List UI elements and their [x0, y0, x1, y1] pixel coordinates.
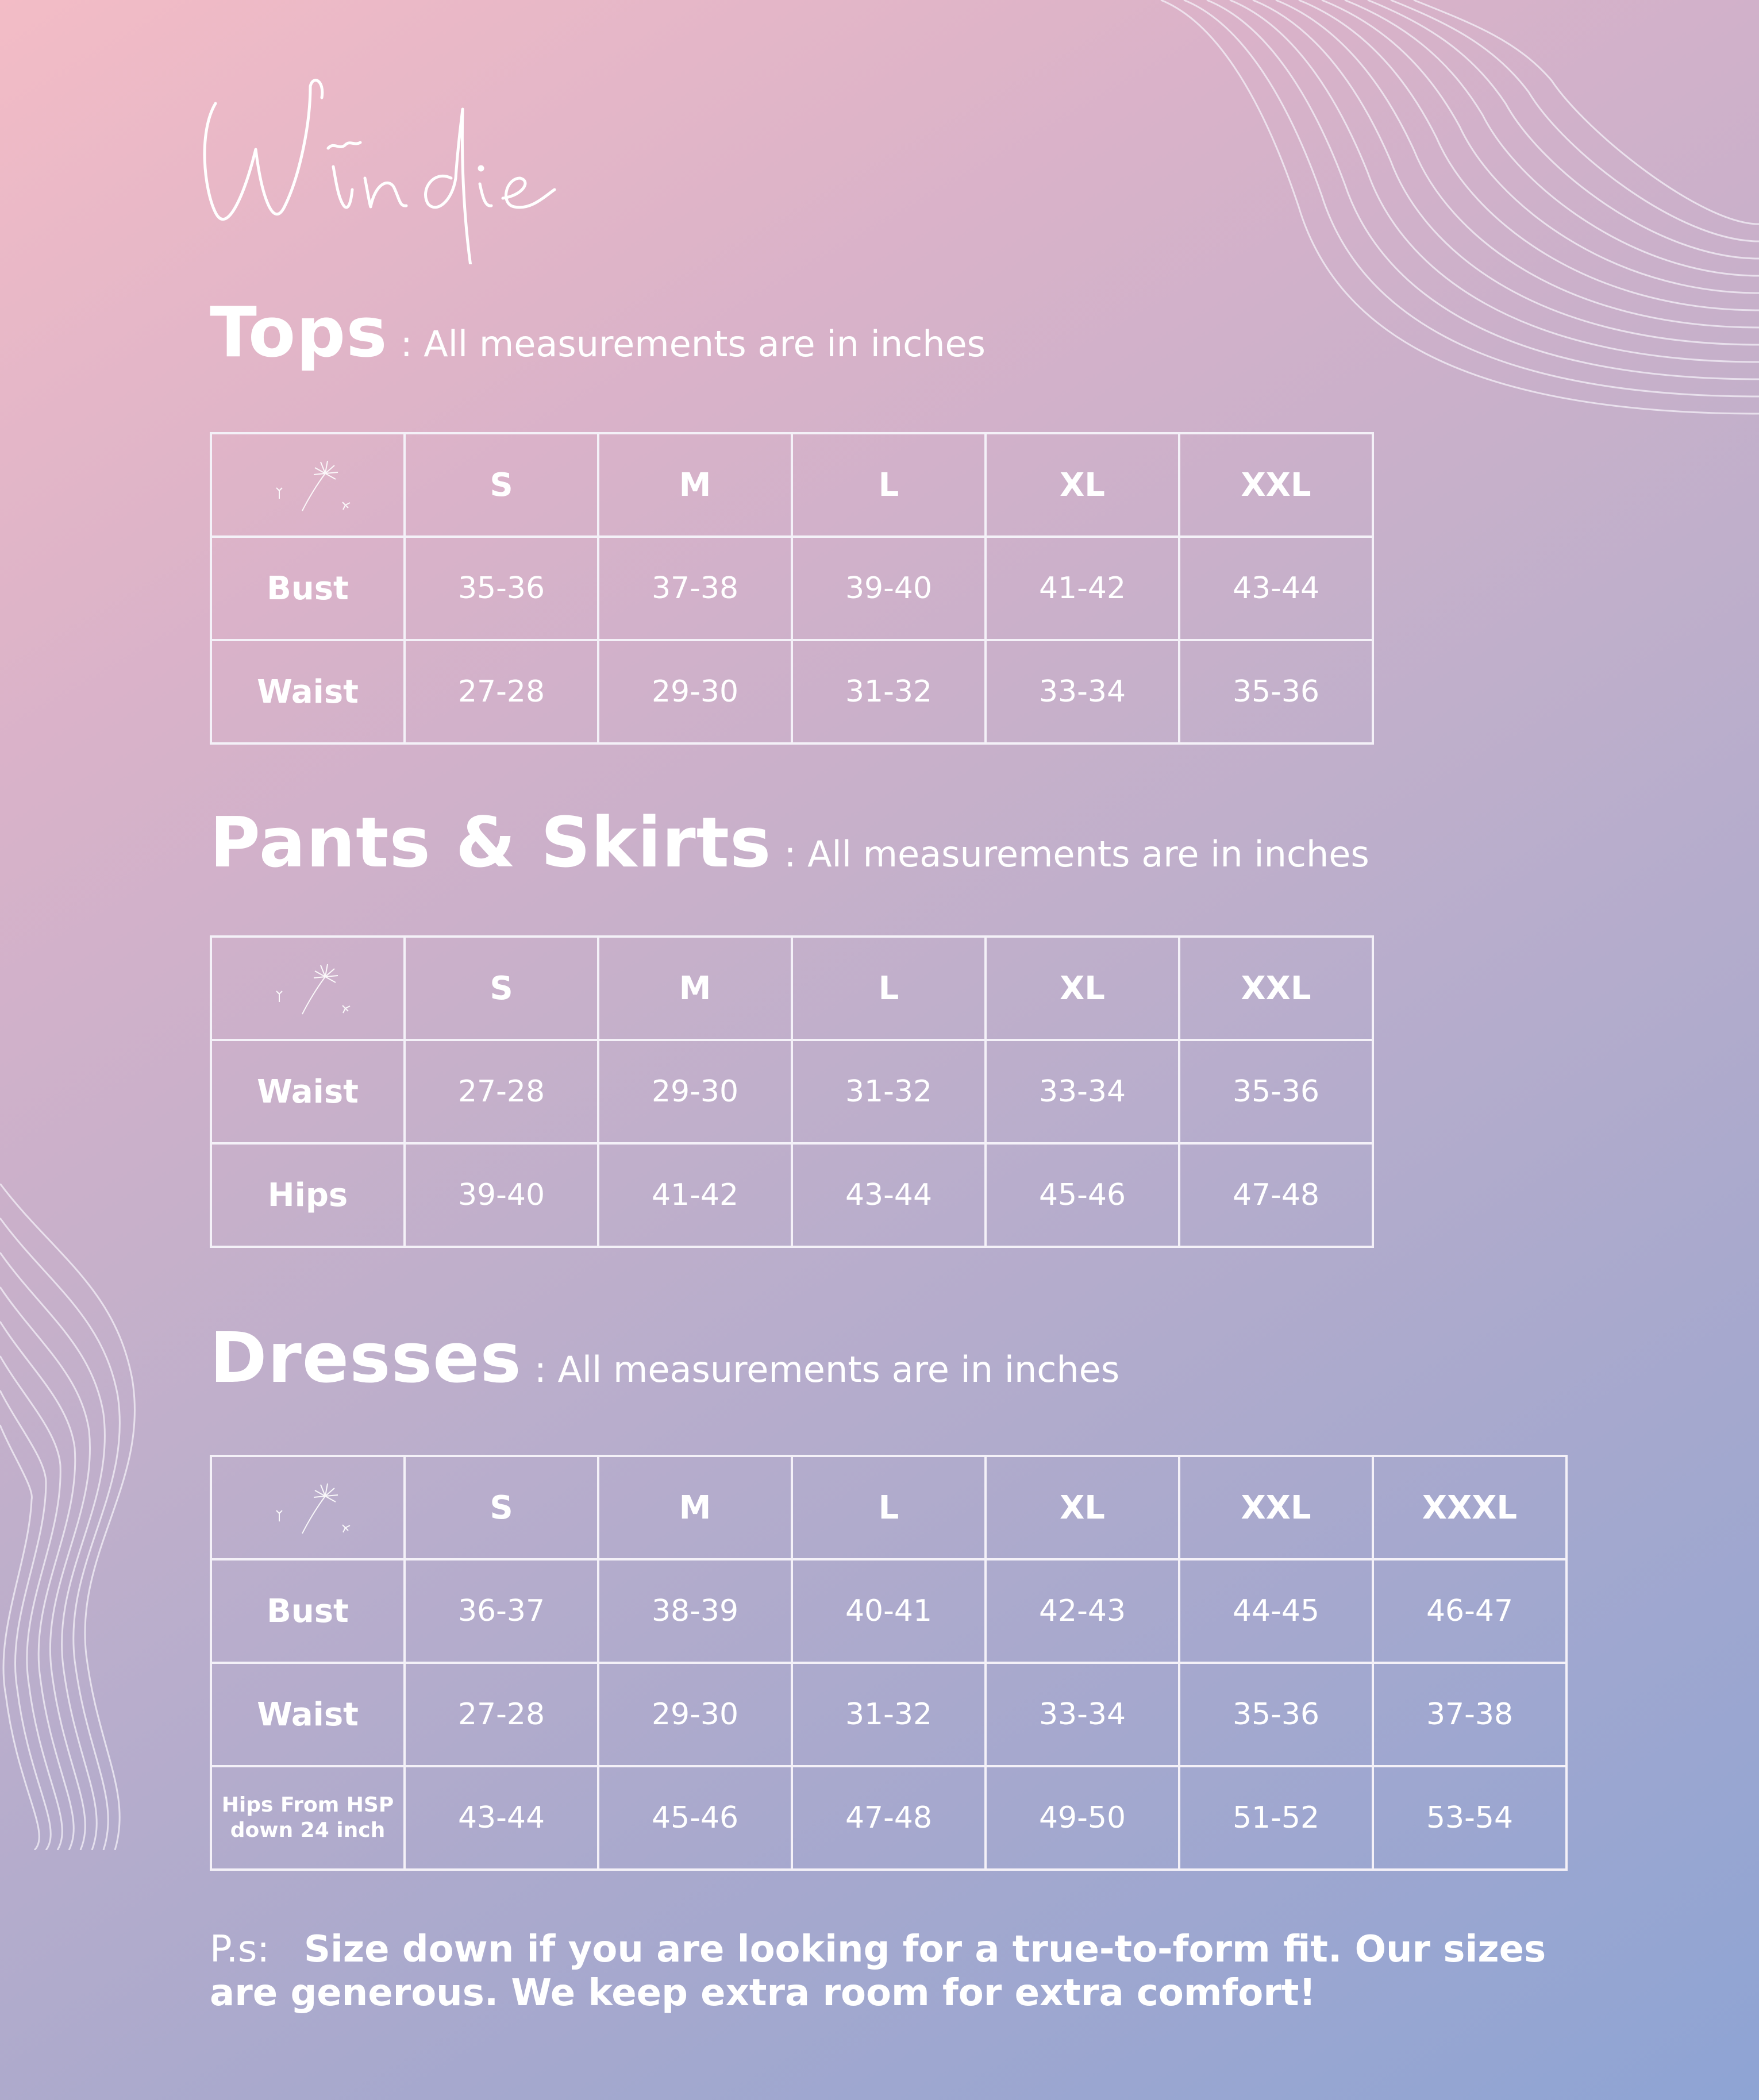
measurement-cell: 31-32 [792, 640, 986, 743]
measurement-cell: 31-32 [792, 1040, 986, 1143]
measurement-cell: 46-47 [1373, 1559, 1566, 1663]
measurement-cell: 35-36 [1179, 640, 1373, 743]
table-row [211, 1766, 1566, 1870]
tops-heading [210, 293, 986, 373]
dandelion-icon [211, 433, 405, 537]
row-label-waist: Waist [211, 640, 405, 743]
measurement-cell: 47-48 [1179, 1143, 1373, 1247]
dresses-size-table [210, 1455, 1568, 1871]
measurement-cell: 29-30 [598, 1040, 792, 1143]
measurement-cell: 36-37 [405, 1559, 598, 1663]
ps-message: Size down if you are looking for a true-to-form fit. Our sizes are generous. We keep extra room for extra comfort! [210, 1928, 1546, 2014]
wave-lines-left [0, 1184, 149, 1850]
tops-note: : All measurements are in inches [400, 323, 986, 365]
dresses-title: Dresses [210, 1319, 522, 1398]
pants-title: Pants & Skirts [210, 803, 772, 883]
measurement-cell: 42-43 [986, 1559, 1179, 1663]
measurement-cell: 53-54 [1373, 1766, 1566, 1870]
row-label-line2: down 24 inch [230, 1818, 386, 1842]
wave-lines-top-right [1149, 0, 1759, 425]
measurement-cell: 27-28 [405, 1040, 598, 1143]
measurement-cell: 27-28 [405, 1663, 598, 1766]
table-header-row [211, 937, 1373, 1040]
table-row [211, 1663, 1566, 1766]
dresses-heading [210, 1319, 1119, 1398]
measurement-cell: 43-44 [1179, 537, 1373, 640]
row-label-hips: Hips [211, 1143, 405, 1247]
measurement-cell: 43-44 [792, 1143, 986, 1247]
dandelion-icon [211, 937, 405, 1040]
ps-label: P.s: [210, 1928, 270, 1971]
row-label-hips-from-hsp [211, 1766, 405, 1870]
table-row [211, 1559, 1566, 1663]
row-label-line1: Hips From HSP [221, 1793, 394, 1817]
size-header: S [405, 937, 598, 1040]
table-row [211, 640, 1373, 743]
size-header: M [598, 1456, 792, 1559]
measurement-cell: 37-38 [1373, 1663, 1566, 1766]
table-row [211, 537, 1373, 640]
table-header-row [211, 1456, 1566, 1559]
pants-note: : All measurements are in inches [784, 833, 1369, 875]
size-header: XXL [1179, 1456, 1373, 1559]
svg-text:Windie: Windie [193, 63, 195, 64]
size-header: XXL [1179, 433, 1373, 537]
measurement-cell: 47-48 [792, 1766, 986, 1870]
measurement-cell: 27-28 [405, 640, 598, 743]
table-row [211, 1143, 1373, 1247]
measurement-cell: 38-39 [598, 1559, 792, 1663]
measurement-cell: 33-34 [986, 1040, 1179, 1143]
measurement-cell: 45-46 [598, 1766, 792, 1870]
size-header: L [792, 433, 986, 537]
footer-note [210, 1928, 1612, 2015]
row-label-bust: Bust [211, 537, 405, 640]
measurement-cell: 39-40 [792, 537, 986, 640]
measurement-cell: 31-32 [792, 1663, 986, 1766]
size-header: M [598, 937, 792, 1040]
measurement-cell: 29-30 [598, 640, 792, 743]
measurement-cell: 39-40 [405, 1143, 598, 1247]
size-header: S [405, 433, 598, 537]
measurement-cell: 33-34 [986, 1663, 1179, 1766]
dresses-note: : All measurements are in inches [534, 1348, 1120, 1390]
table-row [211, 1040, 1373, 1143]
measurement-cell: 35-36 [1179, 1040, 1373, 1143]
pants-heading [210, 803, 1369, 883]
measurement-cell: 44-45 [1179, 1559, 1373, 1663]
table-header-row [211, 433, 1373, 537]
measurement-cell: 35-36 [1179, 1663, 1373, 1766]
size-header: L [792, 937, 986, 1040]
dandelion-icon [211, 1456, 405, 1559]
measurement-cell: 37-38 [598, 537, 792, 640]
measurement-cell: 33-34 [986, 640, 1179, 743]
size-header: XXXL [1373, 1456, 1566, 1559]
measurement-cell: 49-50 [986, 1766, 1179, 1870]
measurement-cell: 45-46 [986, 1143, 1179, 1247]
size-header: XL [986, 433, 1179, 537]
size-header: L [792, 1456, 986, 1559]
measurement-cell: 41-42 [986, 537, 1179, 640]
size-header: XL [986, 937, 1179, 1040]
measurement-cell: 29-30 [598, 1663, 792, 1766]
measurement-cell: 35-36 [405, 537, 598, 640]
row-label-waist: Waist [211, 1663, 405, 1766]
size-header: XXL [1179, 937, 1373, 1040]
tops-title: Tops [210, 293, 388, 373]
windie-logo [193, 63, 560, 264]
pants-size-table [210, 935, 1374, 1248]
size-header: M [598, 433, 792, 537]
row-label-bust: Bust [211, 1559, 405, 1663]
measurement-cell: 41-42 [598, 1143, 792, 1247]
measurement-cell: 40-41 [792, 1559, 986, 1663]
size-header: XL [986, 1456, 1179, 1559]
tops-size-table [210, 432, 1374, 745]
row-label-waist: Waist [211, 1040, 405, 1143]
measurement-cell: 51-52 [1179, 1766, 1373, 1870]
measurement-cell: 43-44 [405, 1766, 598, 1870]
size-header: S [405, 1456, 598, 1559]
